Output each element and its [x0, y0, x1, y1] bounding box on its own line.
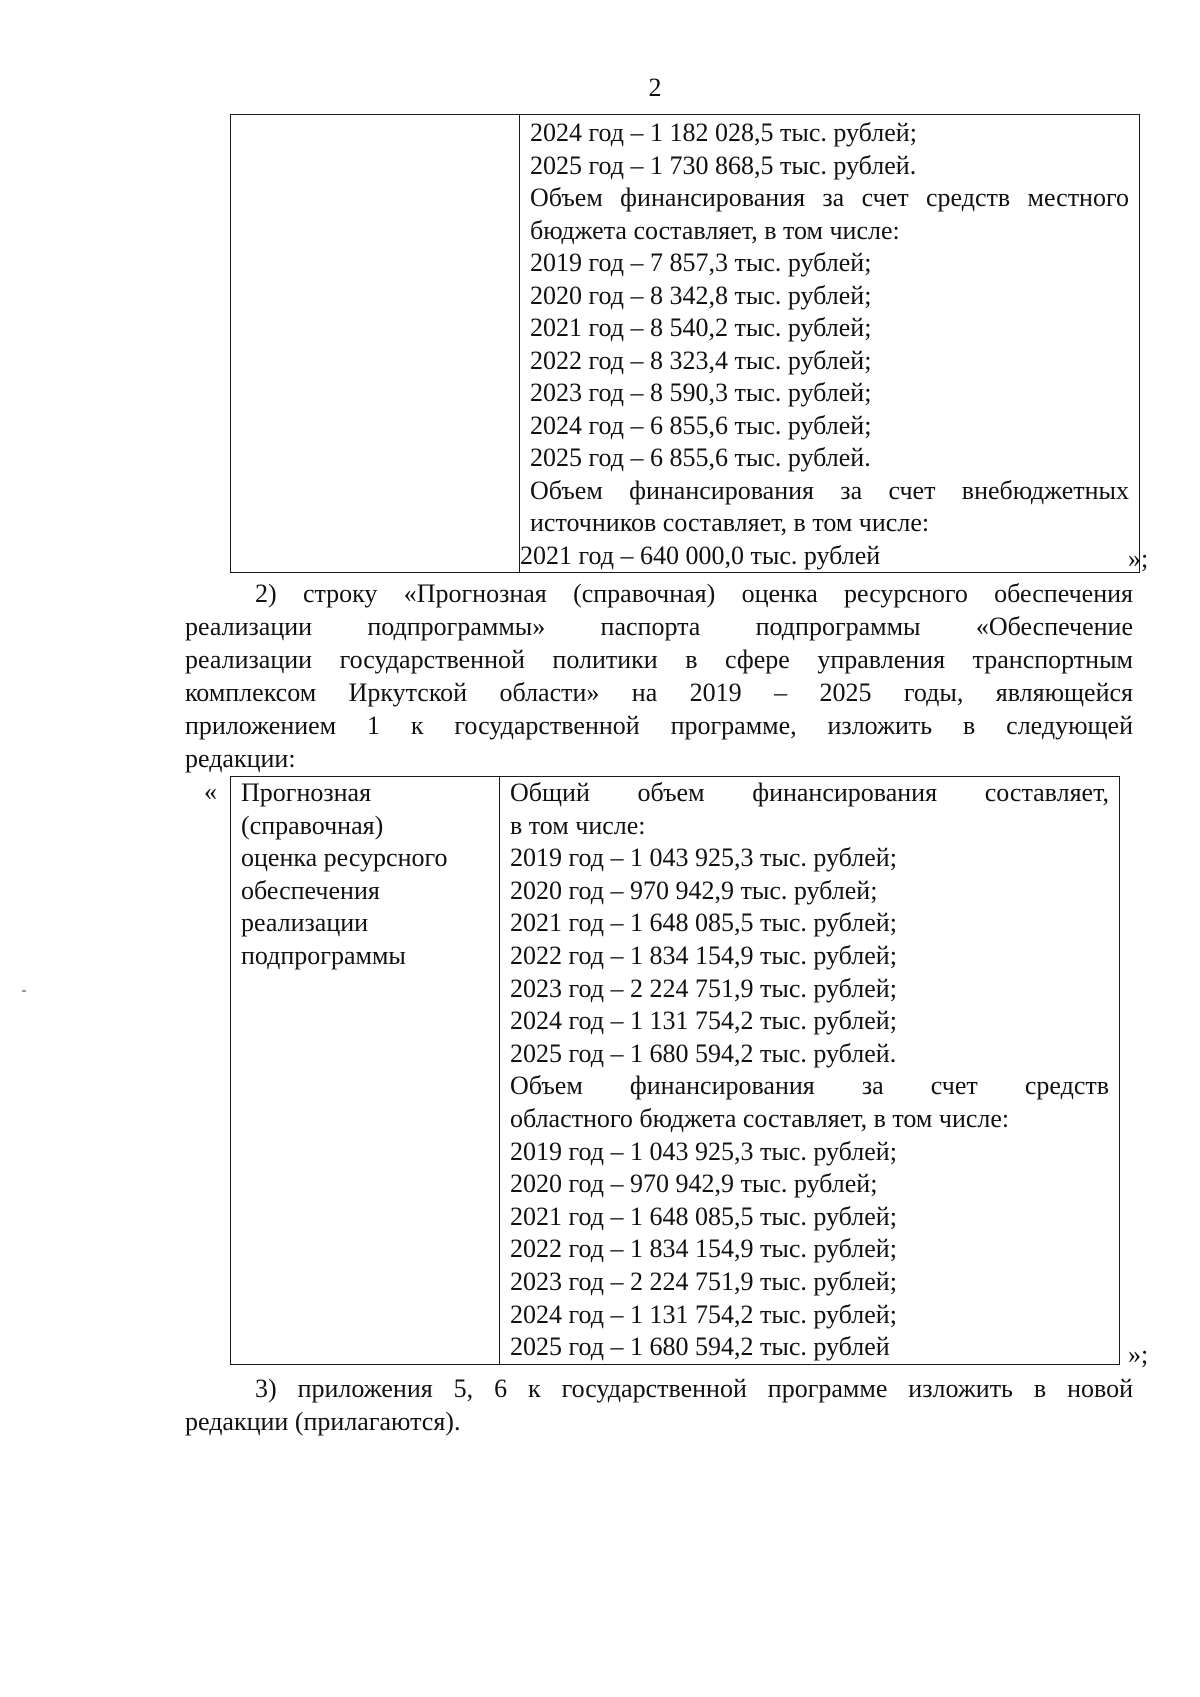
total-funding-line: 2023 год – 2 224 751,9 тыс. рублей; [510, 973, 897, 1003]
row-label-line: Прогнозная [241, 778, 372, 807]
funding-table [230, 776, 1120, 1365]
total-funding-line: 2020 год – 970 942,9 тыс. рублей; [510, 875, 878, 905]
extra-budget-intro: Объем финансирования за счет внебюджетных [530, 475, 1129, 505]
extra-funding-line: 2021 год – 640 000,0 тыс. рублей [520, 540, 881, 570]
page-number: 2 [648, 73, 662, 102]
table-value-cell [500, 777, 1120, 1365]
local-funding-line: 2022 год – 8 323,4 тыс. рублей; [530, 345, 872, 375]
total-funding-line: 2024 год – 1 131 754,2 тыс. рублей; [510, 1006, 897, 1036]
row-label-line: обеспечения [241, 875, 380, 905]
paragraph-line: редакции (прилагаются). [185, 1407, 461, 1436]
funding-line: 2025 год – 1 730 868,5 тыс. рублей. [530, 150, 917, 180]
local-funding-line: 2019 год – 7 857,3 тыс. рублей; [530, 248, 872, 277]
table-row-label-cell [231, 777, 500, 1365]
total-funding-intro: в том числе: [510, 810, 646, 840]
regional-funding-line: 2021 год – 1 648 085,5 тыс. рублей; [510, 1201, 897, 1231]
row-label-line: оценка ресурсного [241, 843, 448, 873]
paragraph-line: приложением 1 к государственной программе, изложить в следующей [185, 711, 1133, 740]
regional-funding-line: 2019 год – 1 043 925,3 тыс. рублей; [510, 1136, 897, 1166]
row-label-line: реализации [241, 908, 369, 938]
funding-line: 2024 год – 1 182 028,5 тыс. рублей; [530, 118, 917, 147]
local-funding-line: 2024 год – 6 855,6 тыс. рублей; [530, 410, 872, 440]
regional-funding-intro: областного бюджета составляет, в том числе: [510, 1103, 1010, 1133]
total-funding-line: 2021 год – 1 648 085,5 тыс. рублей; [510, 908, 897, 938]
local-budget-intro: бюджета составляет, в том числе: [530, 215, 900, 245]
paragraph-line: реализации государственной политики в сфере управления транспортным [185, 645, 1133, 674]
paragraph-line: реализации подпрограммы» паспорта подпрограммы «Обеспечение [185, 612, 1133, 641]
total-funding-line: 2019 год – 1 043 925,3 тыс. рублей; [510, 843, 897, 873]
paragraph-line: комплексом Иркутской области» на 2019 – 2025 годы, являющейся [185, 678, 1133, 707]
amendment-paragraph-2 [185, 577, 1133, 775]
scan-margin-mark [22, 990, 26, 992]
paragraph-line: редакции: [185, 744, 296, 773]
total-funding-intro: Общий объем финансирования составляет, [510, 778, 1109, 807]
amendment-paragraph-3 [185, 1372, 1133, 1438]
paragraph-line: 2) строку «Прогнозная (справочная) оценка ресурсного обеспечения [255, 579, 1133, 608]
closing-quote: »; [1128, 544, 1149, 573]
total-funding-line: 2022 год – 1 834 154,9 тыс. рублей; [510, 940, 897, 970]
regional-funding-intro: Объем финансирования за счет средств [510, 1071, 1109, 1101]
local-funding-line: 2020 год – 8 342,8 тыс. рублей; [530, 280, 872, 310]
closing-quote: »; [1128, 1340, 1149, 1369]
table-right-cell [520, 115, 1140, 573]
local-funding-line: 2023 год – 8 590,3 тыс. рублей; [530, 378, 872, 407]
total-funding-line: 2025 год – 1 680 594,2 тыс. рублей. [510, 1038, 897, 1068]
table-left-cell [231, 115, 520, 573]
row-label-line: подпрограммы [241, 940, 406, 970]
funding-table-continuation [230, 114, 1140, 573]
local-funding-line: 2025 год – 6 855,6 тыс. рублей. [530, 443, 871, 472]
regional-funding-line: 2023 год – 2 224 751,9 тыс. рублей; [510, 1266, 897, 1296]
extra-budget-intro: источников составляет, в том числе: [530, 508, 930, 537]
row-label-line: (справочная) [241, 810, 384, 840]
local-budget-intro: Объем финансирования за счет средств местного [530, 183, 1129, 212]
regional-funding-line: 2024 год – 1 131 754,2 тыс. рублей; [510, 1299, 897, 1329]
paragraph-line: 3) приложения 5, 6 к государственной программе изложить в новой [255, 1374, 1133, 1403]
local-funding-line: 2021 год – 8 540,2 тыс. рублей; [530, 313, 872, 342]
regional-funding-line: 2025 год – 1 680 594,2 тыс. рублей [510, 1332, 890, 1362]
regional-funding-line: 2020 год – 970 942,9 тыс. рублей; [510, 1169, 878, 1199]
regional-funding-line: 2022 год – 1 834 154,9 тыс. рублей; [510, 1234, 897, 1264]
opening-quote: « [204, 777, 217, 806]
